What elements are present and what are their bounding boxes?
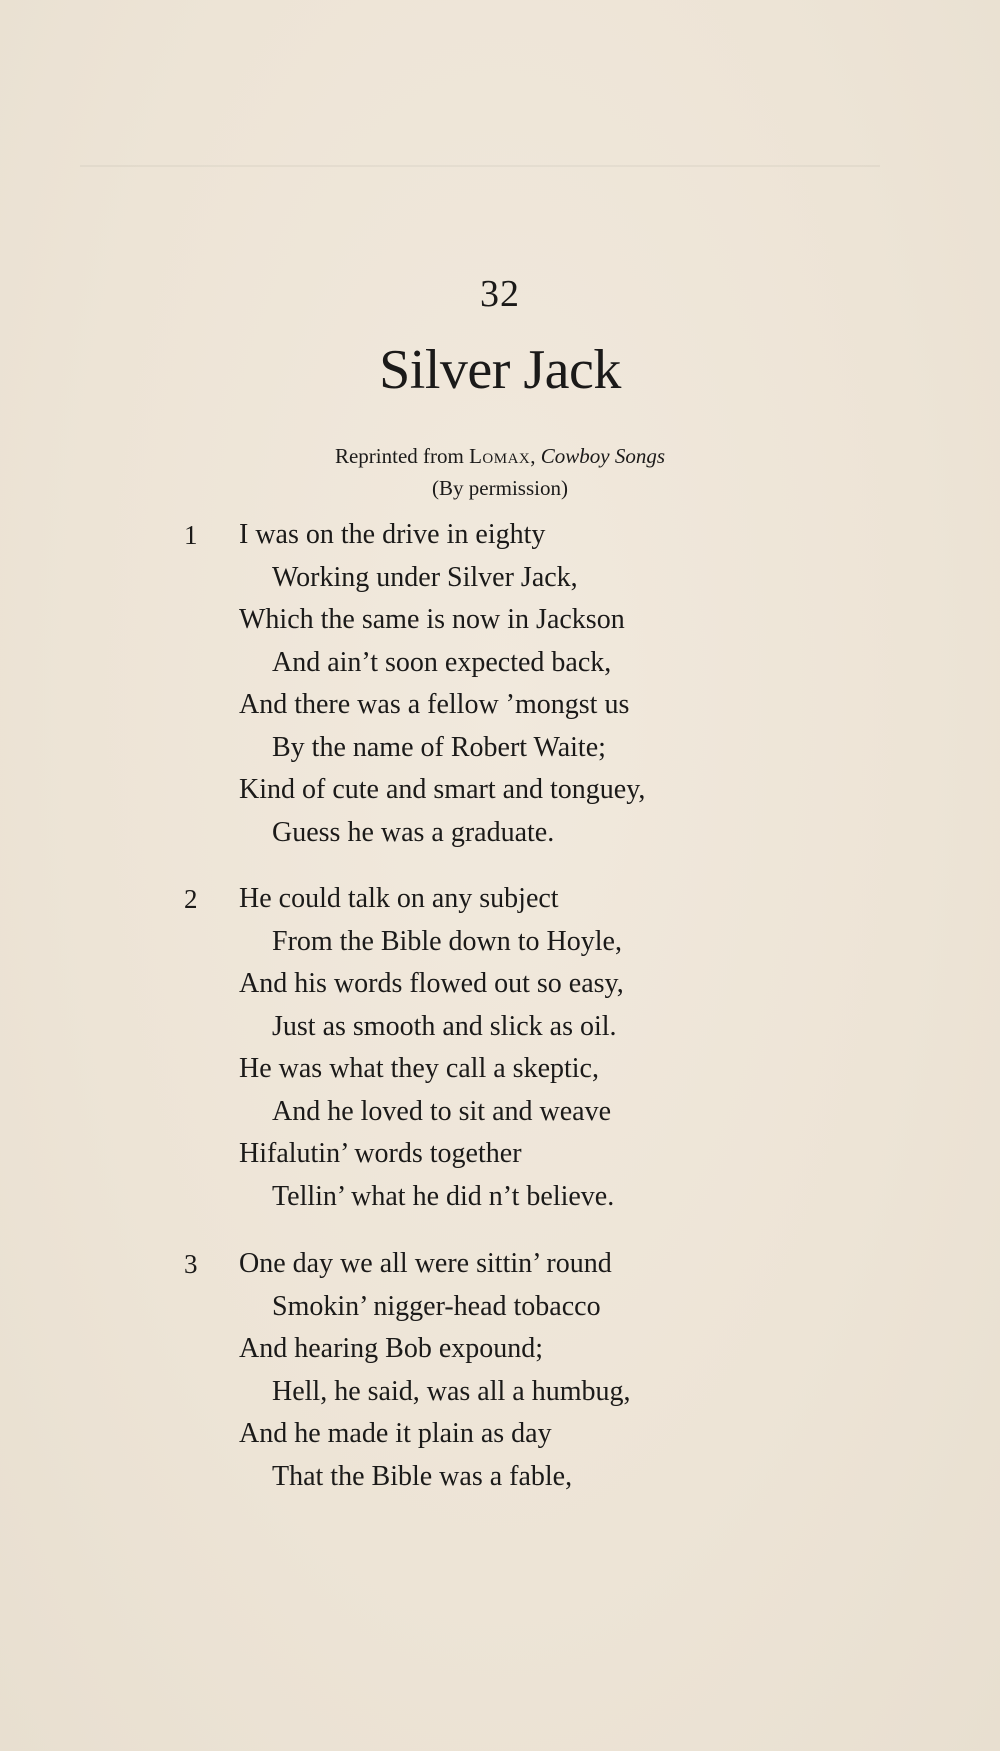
poem-line: And hearing Bob expound; xyxy=(239,1333,544,1364)
poem-line: Hell, he said, was all a humbug, xyxy=(272,1375,631,1407)
poem-line: One day we all were sittin’ round xyxy=(239,1248,612,1279)
poem-line: Smokin’ nigger-head tobacco xyxy=(272,1290,601,1322)
show-through-rule xyxy=(80,165,880,167)
poem-line: And ain’t soon expected back, xyxy=(272,646,612,678)
credit-prefix: Reprinted from xyxy=(334,444,470,468)
poem-line: And his words flowed out so easy, xyxy=(239,968,624,999)
poem-line: Guess he was a graduate. xyxy=(272,816,555,848)
credit-book: Cowboy Songs xyxy=(540,444,666,468)
poem-line: Just as smooth and slick as oil. xyxy=(272,1010,617,1042)
credit-separator: , xyxy=(530,444,541,468)
poem-line: Working under Silver Jack, xyxy=(272,561,578,593)
stanza-number: 2 xyxy=(184,884,198,914)
poem-line: He could talk on any subject xyxy=(239,883,559,914)
credit-line xyxy=(0,440,1000,472)
stanza-1 xyxy=(0,514,1000,854)
stanza-2 xyxy=(0,878,1000,1218)
poem-line: I was on the drive in eighty xyxy=(239,519,546,550)
song-number: 32 xyxy=(480,273,520,315)
poem-line: He was what they call a skeptic, xyxy=(239,1053,599,1084)
poem-line: That the Bible was a fable, xyxy=(272,1460,573,1492)
song-title: Silver Jack xyxy=(379,339,621,401)
poem-line: Kind of cute and smart and tonguey, xyxy=(239,774,646,805)
poem-line: And there was a fellow ’mongst us xyxy=(239,689,630,720)
credit-author: Lomax xyxy=(469,444,531,468)
poem-line: Hifalutin’ words together xyxy=(239,1138,522,1169)
poem-line: And he loved to sit and weave xyxy=(272,1095,612,1127)
credit-block xyxy=(0,440,1000,504)
poem-line: Tellin’ what he did n’t believe. xyxy=(272,1180,615,1212)
poem-line: Which the same is now in Jackson xyxy=(239,604,625,635)
credit-permission: (By permission) xyxy=(432,476,568,500)
poem-line: From the Bible down to Hoyle, xyxy=(272,925,622,957)
poem-line: By the name of Robert Waite; xyxy=(272,731,606,763)
stanza-3 xyxy=(0,1243,1000,1498)
stanza-number: 3 xyxy=(184,1249,198,1279)
poem-line: And he made it plain as day xyxy=(239,1418,552,1449)
stanza-number: 1 xyxy=(184,520,198,550)
